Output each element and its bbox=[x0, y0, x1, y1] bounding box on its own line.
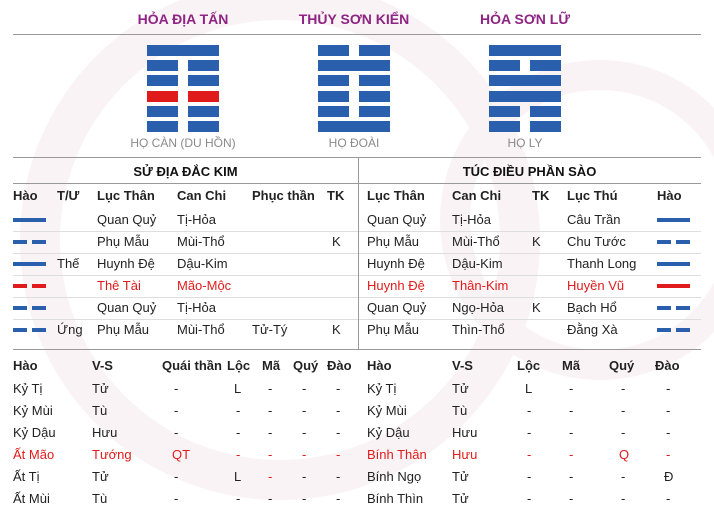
bl-header-quai: Quái thần bbox=[162, 358, 222, 373]
yang-line bbox=[147, 45, 219, 56]
dao-cell: - bbox=[336, 425, 341, 440]
luc-than-cell: Phụ Mẫu bbox=[97, 322, 150, 337]
vuong-suy-cell: Hưu bbox=[452, 447, 478, 462]
luc-than-cell: Quan Quỷ bbox=[367, 300, 427, 315]
ma-cell: - bbox=[268, 491, 273, 506]
yang-line bbox=[318, 60, 390, 71]
br-header-quy: Quý bbox=[609, 358, 635, 373]
loc-cell: - bbox=[236, 491, 241, 506]
can-chi-cell: Mùi-Thổ bbox=[452, 234, 500, 249]
tk-cell: K bbox=[332, 322, 341, 337]
can-chi-cell: Mão-Mộc bbox=[177, 278, 232, 293]
br-header-dao: Đào bbox=[655, 358, 680, 373]
yang-line bbox=[489, 45, 561, 56]
yin-line bbox=[318, 45, 390, 56]
can-chi-cell: Dậu-Kim bbox=[452, 256, 503, 271]
quy-cell: - bbox=[302, 381, 307, 396]
ma-cell: - bbox=[569, 403, 574, 418]
luc-than-cell: Huynh Đệ bbox=[97, 256, 155, 271]
loc-cell: - bbox=[236, 403, 241, 418]
can-chi-cell: Thìn-Thổ bbox=[452, 322, 505, 337]
section-divider bbox=[13, 157, 701, 158]
quy-cell: - bbox=[302, 469, 307, 484]
yin-line bbox=[147, 60, 219, 71]
ma-cell: - bbox=[268, 381, 273, 396]
phuc-than-cell: Tử-Tý bbox=[252, 322, 288, 337]
luc-than-cell: Huynh Đệ bbox=[367, 278, 425, 293]
col-header-r-hao: Hào bbox=[657, 188, 682, 203]
dao-cell: - bbox=[666, 403, 671, 418]
loc-cell: - bbox=[527, 491, 532, 506]
hexagram-family: HỌ CÀN (DU HỒN) bbox=[130, 136, 236, 150]
dao-cell: - bbox=[336, 403, 341, 418]
dao-cell: - bbox=[666, 381, 671, 396]
quy-cell: - bbox=[302, 425, 307, 440]
yang-line bbox=[318, 121, 390, 132]
hao-cell: Kỷ Dậu bbox=[13, 425, 56, 440]
quy-cell: - bbox=[302, 403, 307, 418]
loc-cell: L bbox=[234, 469, 242, 484]
quy-cell: - bbox=[621, 381, 626, 396]
luc-thu-cell: Bạch Hổ bbox=[567, 300, 617, 315]
hao-cell: Kỷ Mùi bbox=[13, 403, 53, 418]
br-header-ma: Mã bbox=[562, 358, 581, 373]
col-header-r-lucthu: Lục Thú bbox=[567, 188, 618, 203]
yin-line bbox=[489, 121, 561, 132]
luc-than-cell: Thê Tài bbox=[97, 278, 141, 293]
luc-than-cell: Phụ Mẫu bbox=[97, 234, 150, 249]
luc-thu-cell: Huyền Vũ bbox=[567, 278, 625, 293]
ma-cell: - bbox=[569, 381, 574, 396]
loc-cell: - bbox=[527, 403, 532, 418]
row-divider bbox=[13, 275, 358, 276]
vuong-suy-cell: Hưu bbox=[92, 425, 118, 440]
dao-cell: - bbox=[666, 425, 671, 440]
luc-thu-cell: Đằng Xà bbox=[567, 322, 618, 337]
bl-header-vs: V-S bbox=[92, 358, 113, 373]
luc-than-cell: Phụ Mẫu bbox=[367, 234, 420, 249]
the-ung-cell: Thế bbox=[57, 256, 80, 271]
dao-cell: - bbox=[336, 491, 341, 506]
row-divider bbox=[13, 319, 358, 320]
can-chi-cell: Thân-Kim bbox=[452, 278, 509, 293]
luc-thu-cell: Câu Trần bbox=[567, 212, 621, 227]
dao-cell: - bbox=[666, 491, 671, 506]
yin-line bbox=[318, 106, 390, 117]
loc-cell: - bbox=[527, 425, 532, 440]
ma-cell: - bbox=[569, 469, 574, 484]
hao-cell: Kỷ Mùi bbox=[367, 403, 407, 418]
quai-than-cell: QT bbox=[172, 447, 191, 462]
can-chi-cell: Mùi-Thổ bbox=[177, 322, 225, 337]
yin-line-icon bbox=[657, 328, 690, 332]
hao-cell: Kỷ Tị bbox=[13, 381, 43, 396]
quai-than-cell: - bbox=[174, 381, 179, 396]
vuong-suy-cell: Tù bbox=[92, 491, 108, 506]
luc-thu-cell: Thanh Long bbox=[567, 256, 637, 271]
vuong-suy-cell: Tử bbox=[92, 469, 109, 484]
can-chi-cell: Dậu-Kim bbox=[177, 256, 228, 271]
vuong-suy-cell: Tướng bbox=[92, 447, 132, 462]
bl-header-dao: Đào bbox=[327, 358, 352, 373]
ma-cell: - bbox=[268, 469, 273, 484]
yang-line-icon bbox=[13, 262, 46, 266]
vuong-suy-cell: Tù bbox=[452, 403, 468, 418]
col-header-r-lucthan: Lục Thân bbox=[367, 188, 425, 203]
can-chi-cell: Mùi-Thổ bbox=[177, 234, 225, 249]
quai-than-cell: - bbox=[174, 403, 179, 418]
vuong-suy-cell: Tử bbox=[452, 381, 469, 396]
loc-cell: L bbox=[525, 381, 533, 396]
yang-line-icon bbox=[657, 262, 690, 266]
hao-cell: Ất Mão bbox=[13, 447, 55, 462]
hexagram-title: THỦY SƠN KIỂN bbox=[298, 11, 410, 27]
yin-line bbox=[489, 60, 561, 71]
dao-cell: - bbox=[666, 447, 671, 462]
quy-cell: - bbox=[621, 403, 626, 418]
yin-line-icon bbox=[13, 240, 46, 244]
yin-line-icon bbox=[13, 284, 46, 288]
ma-cell: - bbox=[569, 425, 574, 440]
yin-line bbox=[318, 75, 390, 86]
yin-line bbox=[147, 121, 219, 132]
bl-header-hao: Hào bbox=[13, 358, 38, 373]
row-divider bbox=[359, 231, 701, 232]
header-divider bbox=[13, 34, 701, 35]
vuong-suy-cell: Hưu bbox=[452, 425, 478, 440]
yin-line bbox=[147, 91, 219, 102]
luc-thu-cell: Chu Tước bbox=[567, 234, 626, 249]
can-chi-cell: Tị-Hỏa bbox=[452, 212, 492, 227]
bl-header-quy: Quý bbox=[293, 358, 319, 373]
luc-than-cell: Quan Quỷ bbox=[367, 212, 427, 227]
hao-cell: Kỷ Tị bbox=[367, 381, 397, 396]
tk-cell: K bbox=[332, 234, 341, 249]
luc-than-cell: Quan Quỷ bbox=[97, 300, 157, 315]
row-divider bbox=[359, 297, 701, 298]
quy-cell: Q bbox=[619, 447, 630, 462]
luc-than-cell: Huynh Đệ bbox=[367, 256, 425, 271]
vuong-suy-cell: Tù bbox=[92, 403, 108, 418]
quy-cell: - bbox=[302, 491, 307, 506]
row-divider bbox=[359, 275, 701, 276]
bl-header-ma: Mã bbox=[262, 358, 281, 373]
loc-cell: L bbox=[234, 381, 242, 396]
loc-cell: - bbox=[527, 469, 532, 484]
can-chi-cell: Tị-Hỏa bbox=[177, 212, 217, 227]
quy-cell: - bbox=[621, 469, 626, 484]
col-header-phucthan: Phục thần bbox=[252, 188, 315, 203]
vuong-suy-cell: Tử bbox=[92, 381, 109, 396]
br-header-loc: Lộc bbox=[517, 358, 541, 373]
yang-line-icon bbox=[657, 284, 690, 288]
ma-cell: - bbox=[569, 491, 574, 506]
row-divider bbox=[359, 319, 701, 320]
hexagram-family: HỌ ĐOÀI bbox=[328, 136, 380, 150]
hao-cell: Ất Mùi bbox=[13, 491, 50, 506]
hexagram-family: HỌ LY bbox=[507, 136, 543, 150]
yin-line bbox=[318, 91, 390, 102]
hao-cell: Kỷ Dậu bbox=[367, 425, 410, 440]
ma-cell: - bbox=[268, 447, 273, 462]
hexagram-title: HỎA ĐỊA TẤN bbox=[137, 11, 229, 27]
right-table-title: TÚC ĐIỀU PHẦN SÀO bbox=[462, 164, 597, 179]
loc-cell: - bbox=[236, 425, 241, 440]
row-divider bbox=[359, 253, 701, 254]
dao-cell: Đ bbox=[664, 469, 674, 484]
table-divider bbox=[13, 349, 701, 350]
quai-than-cell: - bbox=[174, 469, 179, 484]
yin-line bbox=[147, 106, 219, 117]
quy-cell: - bbox=[621, 425, 626, 440]
ma-cell: - bbox=[268, 403, 273, 418]
hao-cell: Bính Thìn bbox=[367, 491, 424, 506]
hao-cell: Bính Thân bbox=[367, 447, 427, 462]
hexagram-title: HỎA SƠN LỮ bbox=[480, 11, 570, 27]
yin-line-icon bbox=[657, 240, 690, 244]
quai-than-cell: - bbox=[174, 491, 179, 506]
yang-line bbox=[489, 91, 561, 102]
yang-line-icon bbox=[13, 218, 46, 222]
bl-header-loc: Lộc bbox=[227, 358, 251, 373]
ma-cell: - bbox=[569, 447, 574, 462]
loc-cell: - bbox=[527, 447, 532, 462]
vuong-suy-cell: Tử bbox=[452, 469, 469, 484]
br-header-hao: Hào bbox=[367, 358, 392, 373]
yin-line-icon bbox=[13, 328, 46, 332]
section-header-divider bbox=[13, 183, 701, 184]
col-header-lucthan: Lục Thân bbox=[97, 188, 155, 203]
yin-line bbox=[147, 75, 219, 86]
col-header-canchi: Can Chi bbox=[177, 188, 227, 203]
can-chi-cell: Tị-Hỏa bbox=[177, 300, 217, 315]
yin-line-icon bbox=[13, 306, 46, 310]
col-header-r-tk: TK bbox=[532, 188, 550, 203]
dao-cell: - bbox=[336, 469, 341, 484]
col-header-hao: Hào bbox=[13, 188, 38, 203]
dao-cell: - bbox=[336, 381, 341, 396]
yang-line-icon bbox=[657, 218, 690, 222]
can-chi-cell: Ngọ-Hỏa bbox=[452, 300, 505, 315]
br-header-vs: V-S bbox=[452, 358, 473, 373]
col-header-r-canchi: Can Chi bbox=[452, 188, 502, 203]
quy-cell: - bbox=[621, 491, 626, 506]
quy-cell: - bbox=[302, 447, 307, 462]
hao-cell: Bính Ngọ bbox=[367, 469, 422, 484]
luc-than-cell: Quan Quỷ bbox=[97, 212, 157, 227]
the-ung-cell: Ứng bbox=[57, 322, 83, 337]
dao-cell: - bbox=[336, 447, 341, 462]
ma-cell: - bbox=[268, 425, 273, 440]
row-divider bbox=[13, 297, 358, 298]
quai-than-cell: - bbox=[174, 425, 179, 440]
tk-cell: K bbox=[532, 234, 541, 249]
yang-line bbox=[489, 75, 561, 86]
col-header-tu: T/Ư bbox=[57, 188, 80, 203]
col-header-tk: TK bbox=[327, 188, 345, 203]
row-divider bbox=[13, 253, 358, 254]
left-table-title: SỬ ĐỊA ĐẮC KIM bbox=[133, 164, 238, 179]
vuong-suy-cell: Tử bbox=[452, 491, 469, 506]
luc-than-cell: Phụ Mẫu bbox=[367, 322, 420, 337]
yin-line bbox=[489, 106, 561, 117]
yin-line-icon bbox=[657, 306, 690, 310]
hao-cell: Ất Tị bbox=[13, 469, 40, 484]
loc-cell: - bbox=[236, 447, 241, 462]
tk-cell: K bbox=[532, 300, 541, 315]
row-divider bbox=[13, 231, 358, 232]
